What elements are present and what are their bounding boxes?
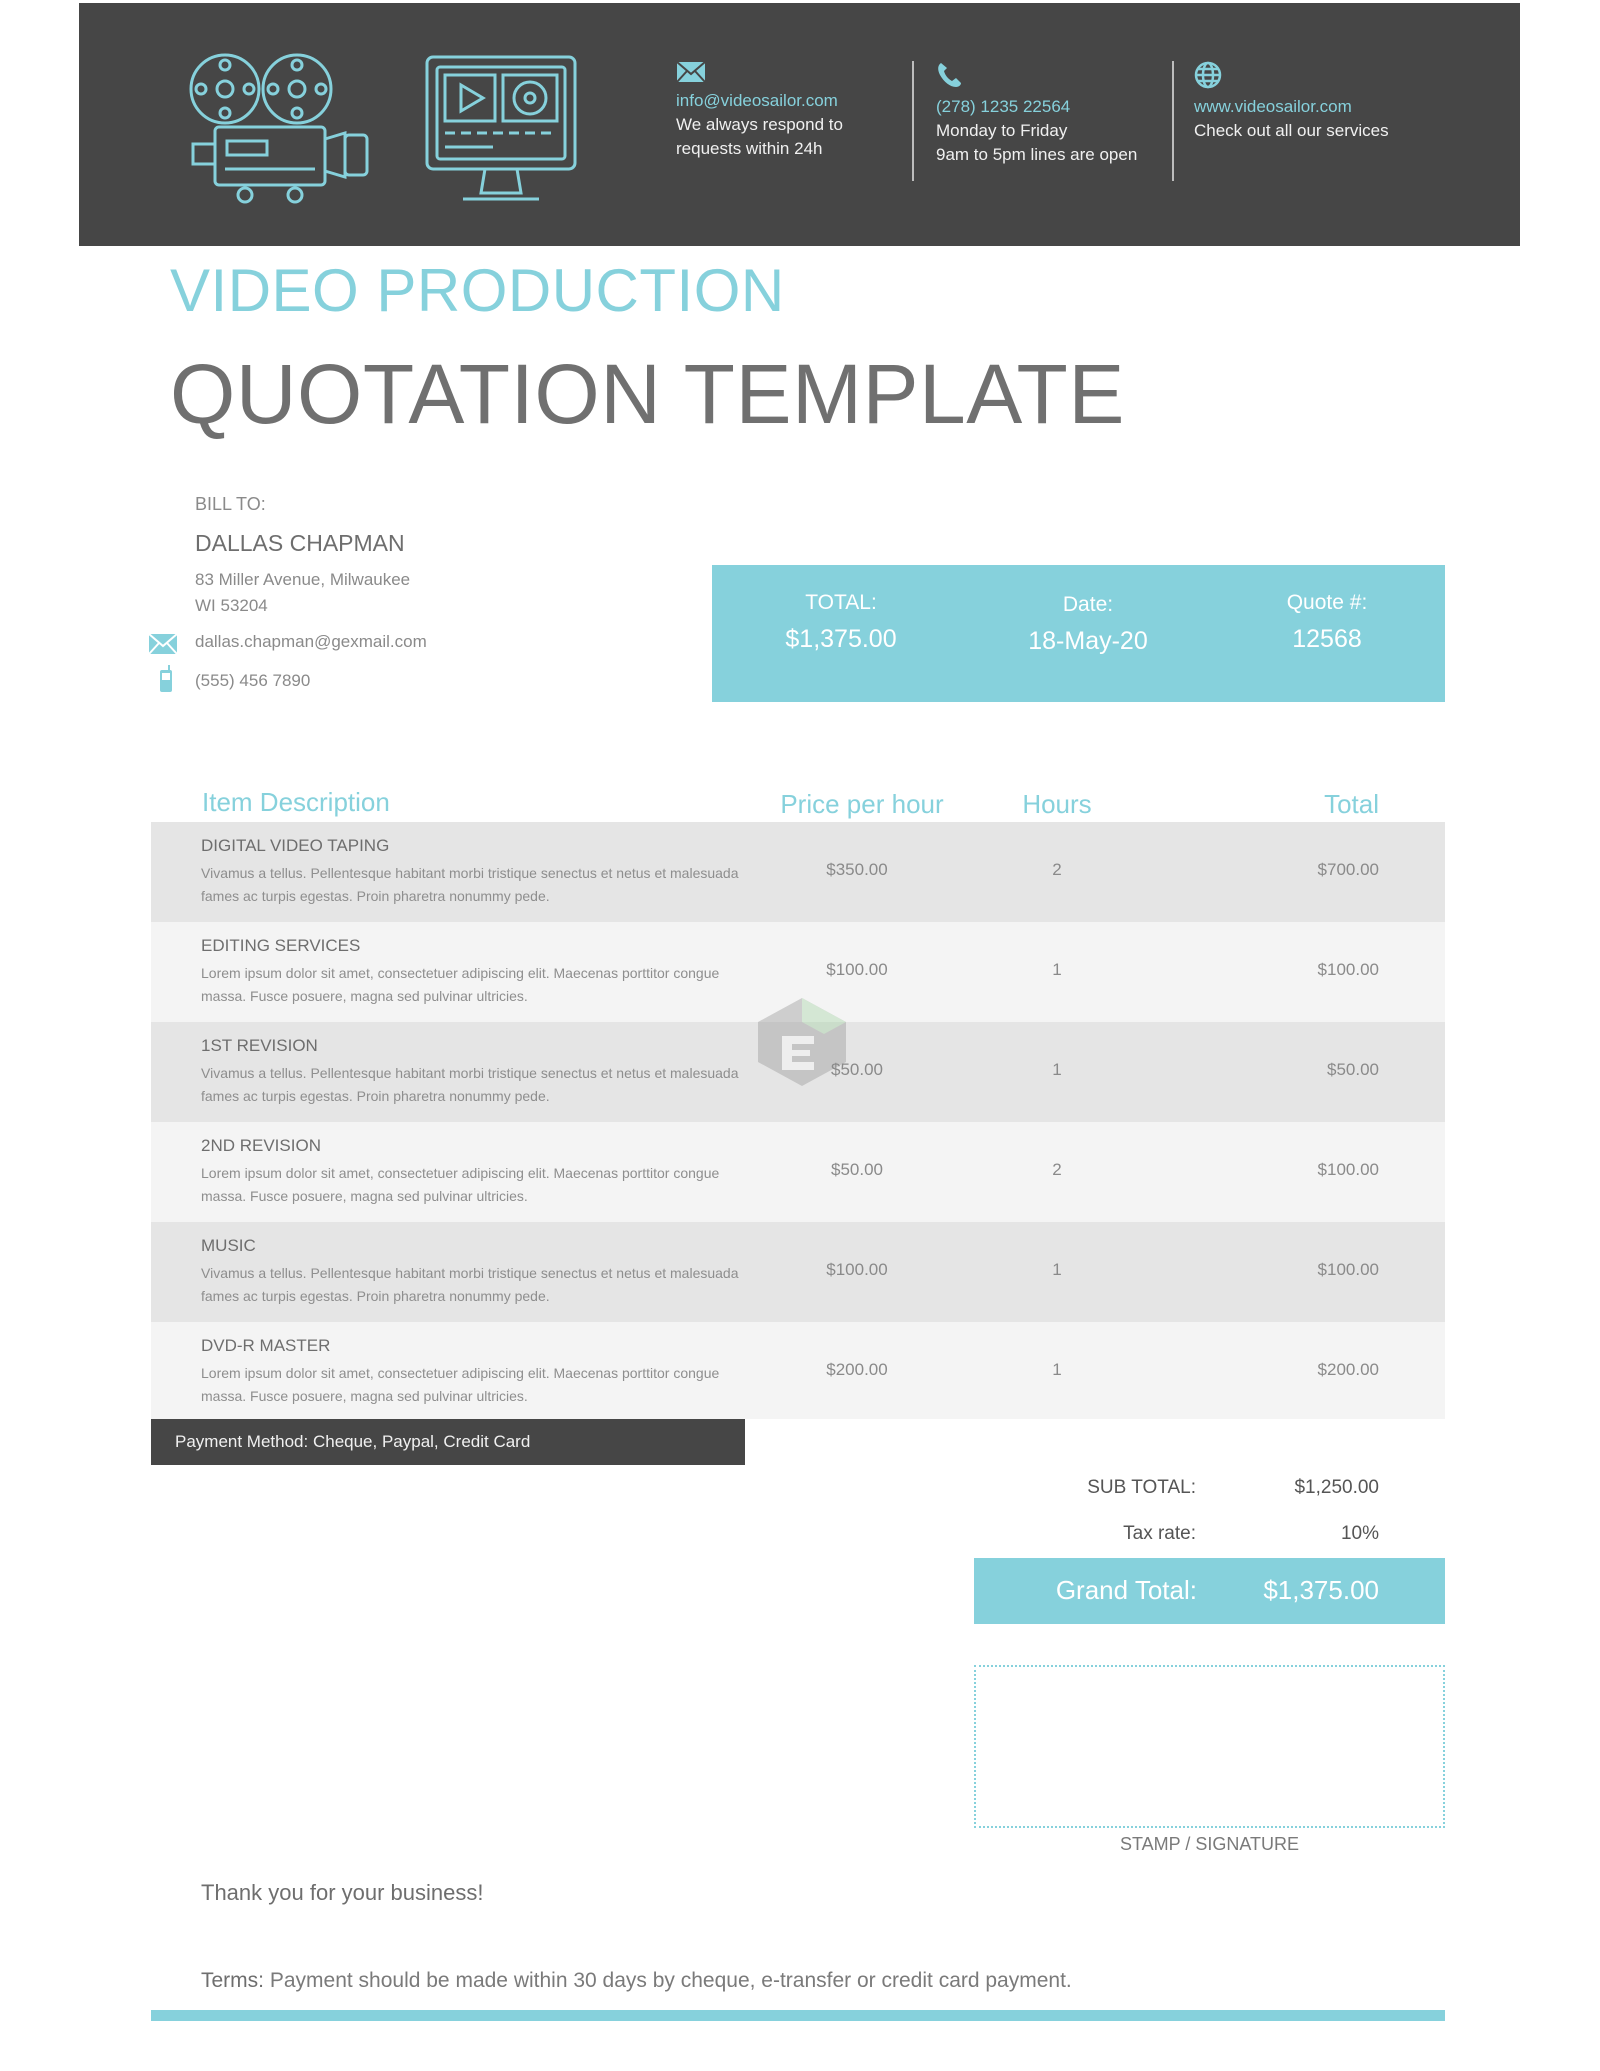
item-price: $200.00	[826, 1360, 888, 1379]
film-camera-icon	[185, 49, 375, 209]
item-price: $100.00	[826, 1260, 888, 1279]
summary-quote	[1217, 591, 1437, 654]
item-description: Lorem ipsum dolor sit amet, consectetuer adipiscing elit. Maecenas porttitor congue massa. Fusce posuere, magna sed pulvinar ultricies.	[201, 1365, 720, 1404]
table-row	[151, 822, 1445, 922]
summary-quote-label: Quote #:	[1286, 591, 1368, 614]
item-description: Lorem ipsum dolor sit amet, consectetuer adipiscing elit. Maecenas porttitor congue massa. Fusce posuere, magna sed pulvinar ultricies.	[201, 1165, 720, 1204]
item-hours: 2	[1052, 860, 1062, 879]
item-description: Vivamus a tellus. Pellentesque habitant morbi tristique senectus et netus et malesuada fames ac turpis egestas. Proin pharetra nonummy pede.	[201, 865, 739, 904]
video-monitor-icon	[423, 53, 579, 207]
contact-web-block	[1194, 61, 1389, 143]
item-description: Vivamus a tellus. Pellentesque habitant morbi tristique senectus et netus et malesuada fames ac turpis egestas. Proin pharetra nonummy pede.	[201, 1265, 739, 1304]
watermark-logo-icon	[752, 994, 852, 1090]
document-subtitle: VIDEO PRODUCTION	[170, 257, 785, 324]
payment-method-bar: Payment Method: Cheque, Paypal, Credit Card	[151, 1419, 745, 1465]
header-web-line1: Check out all our services	[1194, 121, 1389, 140]
summary-quote-value: 12568	[1292, 625, 1362, 653]
client-name: DALLAS CHAPMAN	[195, 530, 405, 556]
bill-to-label: BILL TO:	[195, 494, 266, 514]
globe-icon	[1194, 61, 1222, 89]
mail-icon	[676, 61, 706, 83]
summary-date-label: Date:	[1062, 593, 1114, 616]
mobile-phone-icon	[158, 665, 174, 693]
item-hours: 1	[1052, 960, 1062, 979]
item-name: 1ST REVISION	[201, 1036, 318, 1055]
item-price: $100.00	[826, 960, 888, 979]
header-divider	[1172, 61, 1174, 181]
client-address-line1: 83 Miller Avenue, Milwaukee	[195, 570, 411, 589]
stamp-signature-label: STAMP / SIGNATURE	[1119, 1834, 1300, 1854]
header-email-link[interactable]: info@videosailor.com	[676, 91, 838, 110]
item-name: DVD-R MASTER	[201, 1336, 331, 1355]
subtotal-value: $1,250.00	[1294, 1477, 1379, 1498]
header-phone-line1: Monday to Friday	[936, 121, 1068, 140]
terms-label: Terms:	[201, 1969, 264, 1992]
table-row	[151, 1222, 1445, 1322]
item-description: Vivamus a tellus. Pellentesque habitant morbi tristique senectus et netus et malesuada fames ac turpis egestas. Proin pharetra nonummy pede.	[201, 1065, 739, 1104]
summary-date	[978, 593, 1198, 656]
item-hours: 1	[1052, 1360, 1062, 1379]
column-header-price: Price per hour	[780, 789, 944, 819]
thank-you-note: Thank you for your business!	[201, 1880, 484, 1905]
item-hours: 1	[1052, 1060, 1062, 1079]
item-total: $50.00	[1327, 1060, 1379, 1079]
table-row	[151, 1122, 1445, 1222]
item-name: MUSIC	[201, 1236, 256, 1255]
header-email-line2: requests within 24h	[676, 139, 823, 158]
header-email-line1: We always respond to	[676, 115, 843, 134]
summary-total-value: $1,375.00	[785, 625, 897, 653]
item-total: $100.00	[1317, 960, 1379, 979]
subtotal-label: SUB TOTAL:	[1087, 1477, 1196, 1498]
summary-date-value: 18-May-20	[1028, 627, 1148, 655]
client-email: dallas.chapman@gexmail.com	[195, 632, 427, 651]
terms-text	[201, 1969, 1072, 1993]
tax-rate-value: 10%	[1340, 1523, 1379, 1544]
item-name: 2ND REVISION	[201, 1136, 321, 1155]
grand-total-label: Grand Total:	[1055, 1575, 1197, 1605]
stamp-signature-box[interactable]	[974, 1665, 1445, 1828]
item-price: $50.00	[831, 1060, 883, 1079]
header-phone-link[interactable]: (278) 1235 22564	[936, 97, 1071, 116]
item-total: $700.00	[1317, 860, 1379, 879]
footer-accent-bar	[151, 2010, 1445, 2021]
client-address-line2: WI 53204	[195, 596, 268, 615]
header-divider	[912, 61, 914, 181]
grand-total-value: $1,375.00	[1263, 1575, 1379, 1605]
document-title: QUOTATION TEMPLATE	[170, 347, 1125, 441]
phone-icon	[936, 61, 962, 89]
item-total: $100.00	[1317, 1260, 1379, 1279]
grand-total-box	[974, 1558, 1445, 1624]
header-web-link[interactable]: www.videosailor.com	[1194, 97, 1352, 116]
column-header-description: Item Description	[202, 787, 390, 817]
item-hours: 1	[1052, 1260, 1062, 1279]
summary-total-label: TOTAL:	[805, 591, 877, 614]
mail-icon	[148, 633, 178, 655]
quote-summary-box	[712, 565, 1445, 702]
item-name: DIGITAL VIDEO TAPING	[201, 836, 390, 855]
item-total: $100.00	[1317, 1160, 1379, 1179]
item-price: $50.00	[831, 1160, 883, 1179]
terms-body: Payment should be made within 30 days by cheque, e-transfer or credit card payment.	[264, 1969, 1072, 1992]
contact-phone-block	[936, 61, 1137, 167]
client-phone: (555) 456 7890	[195, 671, 311, 690]
summary-total	[731, 591, 951, 654]
table-row	[151, 1322, 1445, 1419]
item-total: $200.00	[1317, 1360, 1379, 1379]
item-name: EDITING SERVICES	[201, 936, 361, 955]
item-description: Lorem ipsum dolor sit amet, consectetuer adipiscing elit. Maecenas porttitor congue massa. Fusce posuere, magna sed pulvinar ultricies.	[201, 965, 720, 1004]
column-header-hours: Hours	[1022, 789, 1092, 819]
header-phone-line2: 9am to 5pm lines are open	[936, 145, 1138, 164]
item-hours: 2	[1052, 1160, 1062, 1179]
column-header-total: Total	[1324, 789, 1379, 819]
item-price: $350.00	[826, 860, 888, 879]
header-banner	[79, 3, 1520, 246]
contact-email-block	[676, 61, 843, 161]
tax-rate-label: Tax rate:	[1123, 1523, 1196, 1544]
